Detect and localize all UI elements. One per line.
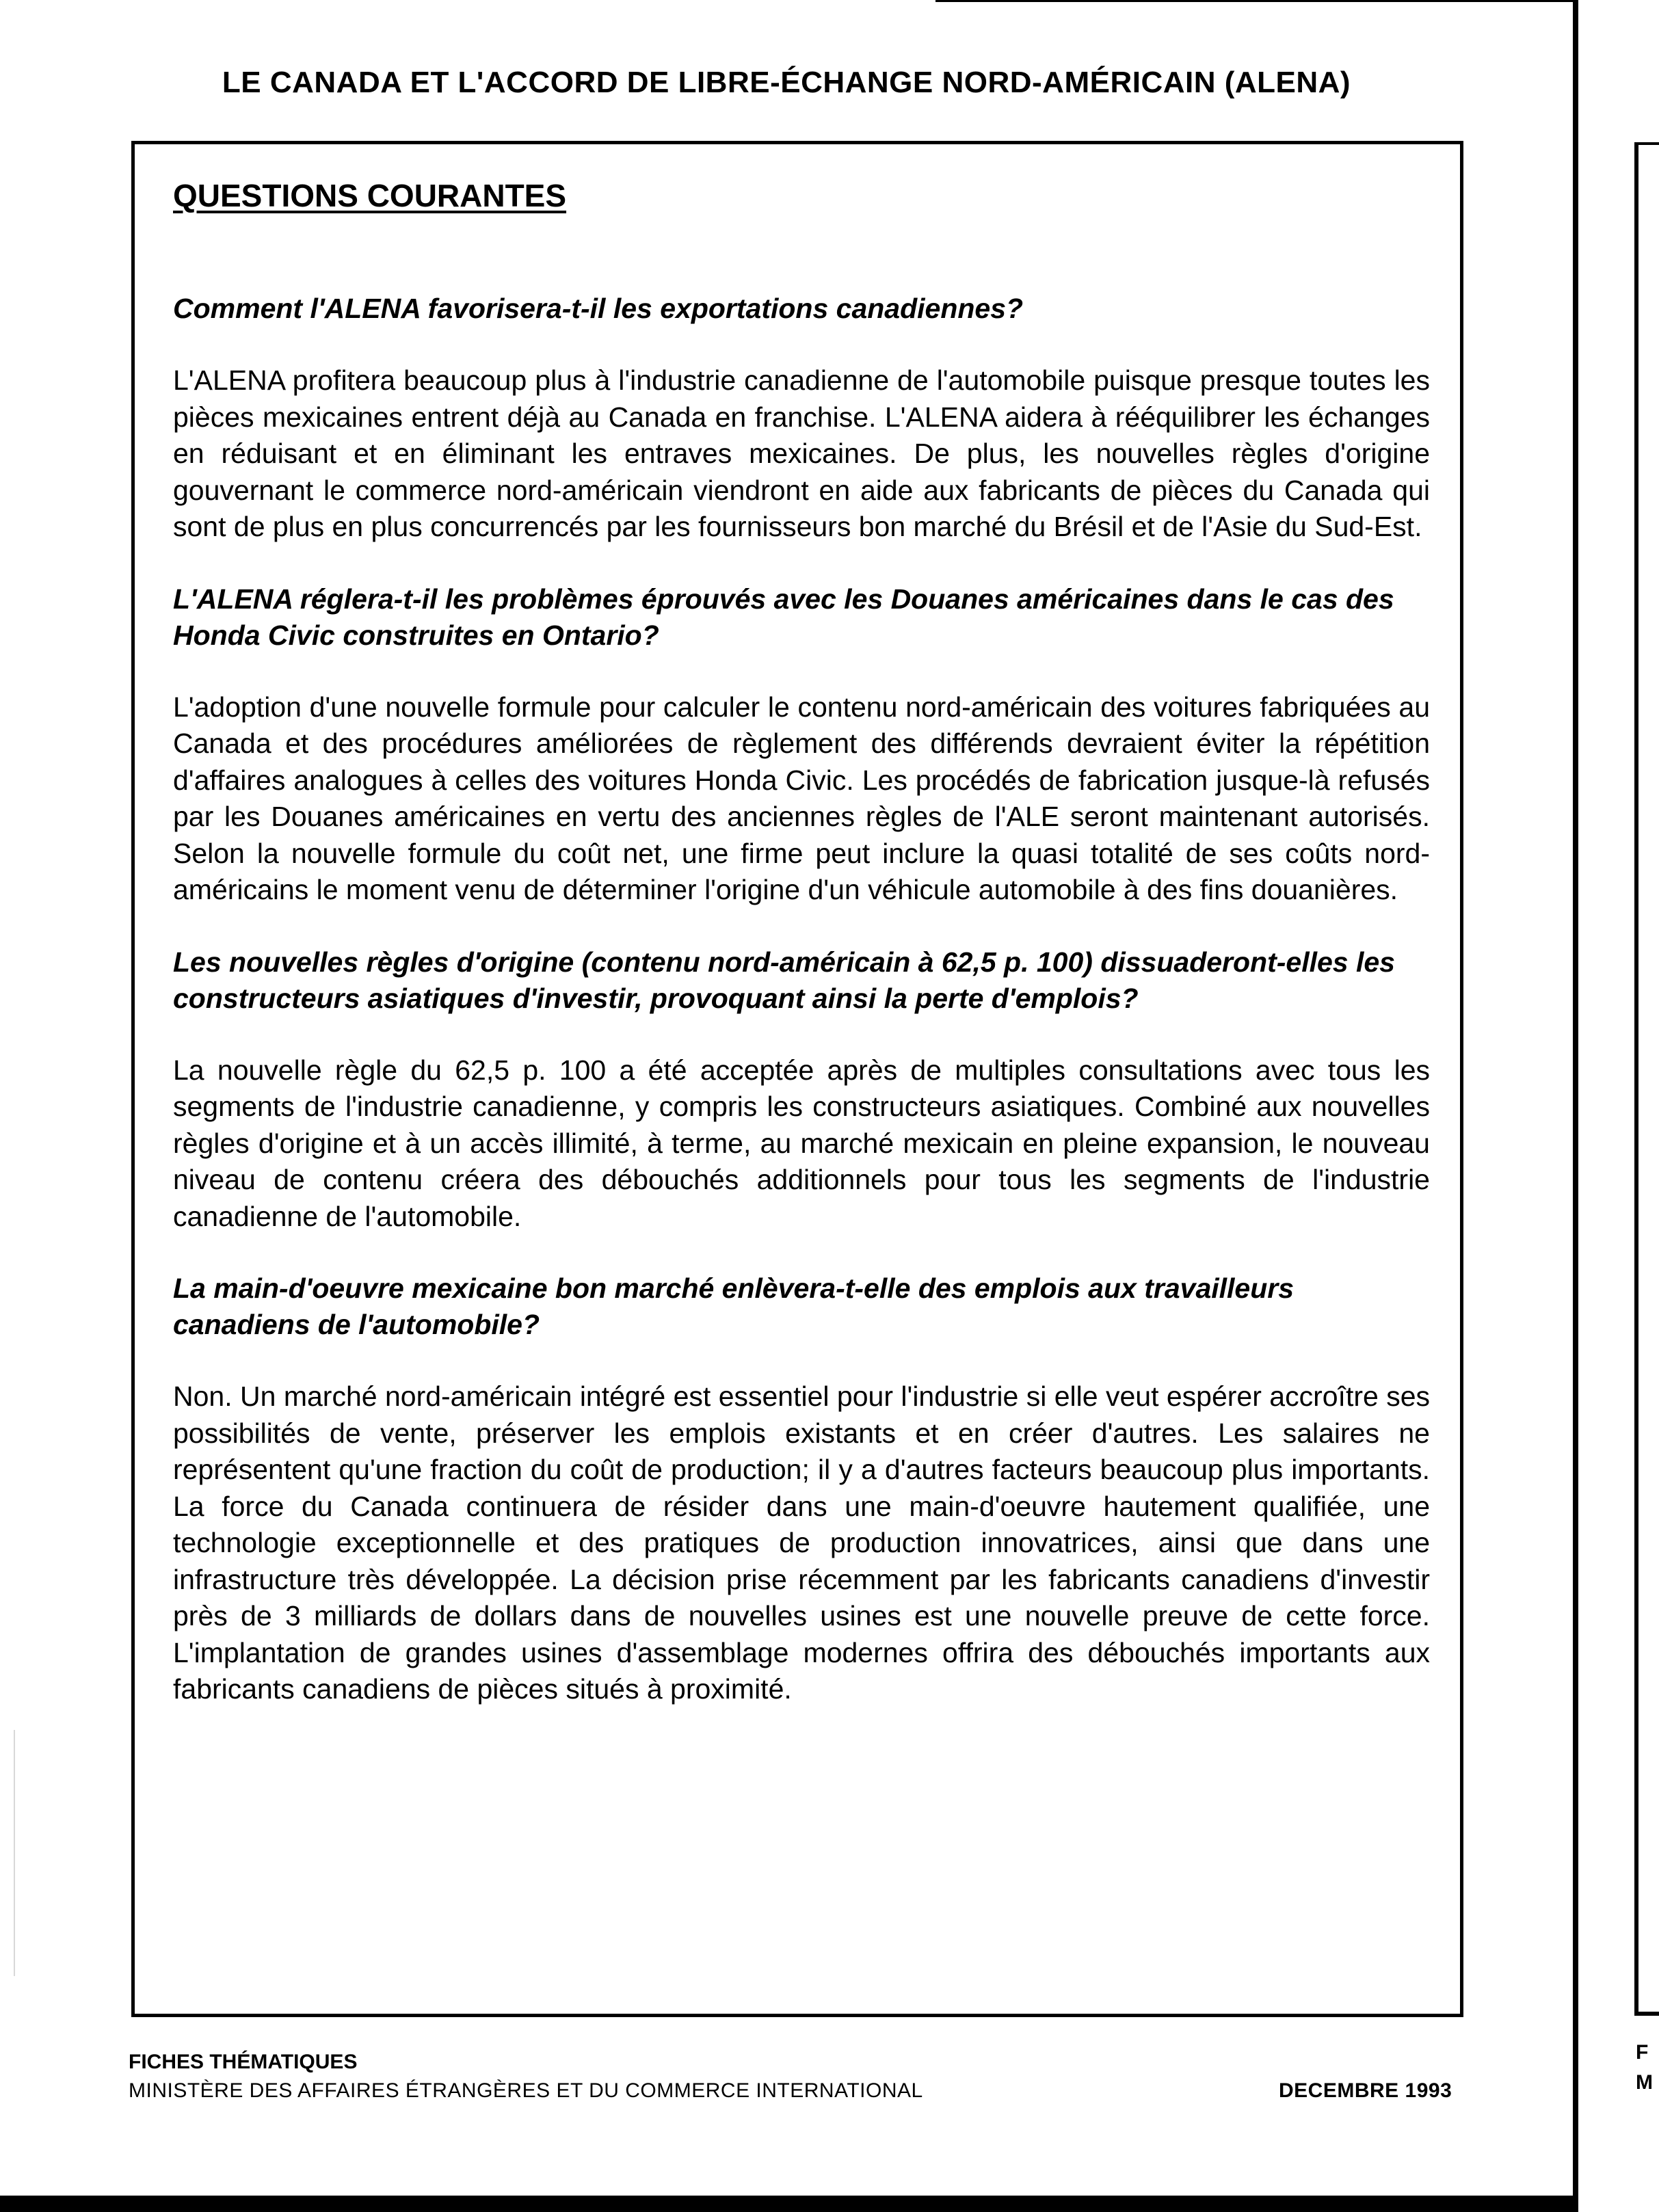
question-2: L'ALENA réglera-t-il les problèmes éprouvés avec les Douanes américaines dans le cas des Honda Civic construites en Ontario? [173, 583, 1394, 651]
answer-3: La nouvelle règle du 62,5 p. 100 a été acceptée après de multiples consultations avec tous les segments de l'industrie canadienne, y compris les constructeurs asiatiques. Combiné aux nouvelles règles d'origine et à un accès illimité, à terme, au marché mexicain en pleine expansion, le nouveau niveau de contenu créera des débouchés additionnels pour tous les segments de l'industrie canadienne de l'automobile. [173, 1054, 1430, 1232]
scan-edge-top-line [935, 0, 1628, 2]
answer-4: Non. Un marché nord-américain intégré est essentiel pour l'industrie si elle veut espérer accroître ses possibilités de vente, préserver les emplois existants et en créer d'autres. Les salaires ne représentent qu'une fraction du coût de production; il y a d'autres facteurs beaucoup plus importants. La force du Canada continuera de résider dans une main-d'oeuvre hautement qualifiée, une technologie exceptionnelle et des pratiques de production innovatrices, ainsi que dans une infrastructure très développée. La décision prise récemment par les fabricants canadiens d'investir près de 3 milliards de dollars dans de nouvelles usines est une nouvelle preuve de cette force. L'implantation de grandes usines d'assemblage modernes offrira des débouchés importants aux fabricants canadiens de pièces situés à proximité. [173, 1381, 1430, 1705]
footer-ministry: MINISTÈRE DES AFFAIRES ÉTRANGÈRES ET DU COMMERCE INTERNATIONAL [129, 2079, 923, 2102]
question-4: La main-d'oeuvre mexicaine bon marché enlèvera-t-elle des emplois aux travailleurs canadiens de l'automobile? [173, 1272, 1295, 1340]
content-frame [131, 141, 1463, 2017]
answer-1: L'ALENA profitera beaucoup plus à l'industrie canadienne de l'automobile puisque presque toutes les pièces mexicaines entrent déjà au Canada en franchise. L'ALENA aidera à rééquilibrer les échanges en réduisant et en éliminant les entraves mexicaines. De plus, les nouvelles règles d'origine gouvernant le commerce nord-américain viendront en aide aux fabricants de pièces du Canada qui sont de plus en plus concurrencés par les fournisseurs bon marché du Brésil et de l'Asie du Sud-Est. [173, 364, 1430, 542]
scan-edge-bottom-bar [0, 2196, 1573, 2212]
scan-edge-left-mark [14, 1730, 15, 1976]
document-title: LE CANADA ET L'ACCORD DE LIBRE-ÉCHANGE NORD-AMÉRICAIN (ALENA) [222, 66, 1351, 99]
question-3: Les nouvelles règles d'origine (contenu nord-américain à 62,5 p. 100) dissuaderont-elles les constructeurs asiatiques d'investir, provoquant ainsi la perte d'emplois? [173, 946, 1395, 1014]
footer-date: DECEMBRE 1993 [1279, 2079, 1452, 2102]
section-heading: QUESTIONS COURANTES [173, 178, 567, 213]
question-1: Comment l'ALENA favorisera-t-il les exportations canadiennes? [173, 293, 1024, 324]
footer-series: FICHES THÉMATIQUES [129, 2051, 358, 2073]
adjacent-page-letter: M [1636, 2071, 1653, 2094]
adjacent-page-letter: F [1636, 2041, 1649, 2064]
scan-edge-right-bar [1573, 0, 1578, 2212]
qa-list [173, 291, 1430, 1744]
adjacent-page-frame [1634, 142, 1659, 2016]
answer-2: L'adoption d'une nouvelle formule pour calculer le contenu nord-américain des voitures fabriquées au Canada et des procédures améliorées de règlement des différends devraient éviter la répétition d'affaires analogues à celles des voitures Honda Civic. Les procédés de fabrication jusque-là refusés par les Douanes américaines en vertu des anciennes règles de l'ALE seront maintenant autorisés. Selon la nouvelle formule du coût net, une firme peut inclure la quasi totalité de ses coûts nord-américains le moment venu de déterminer l'origine d'un véhicule automobile à des fins douanières. [173, 691, 1430, 905]
adjacent-page-letters [1636, 2038, 1653, 2098]
